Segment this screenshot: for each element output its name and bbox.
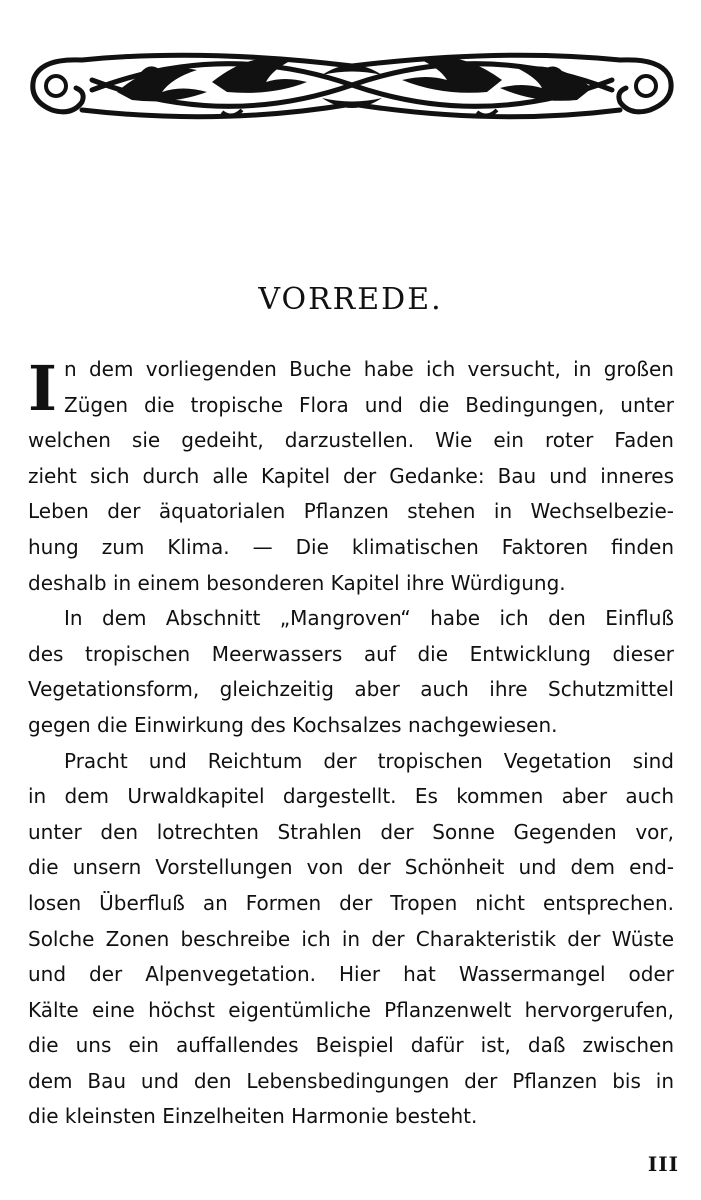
paragraph-line: in dem Urwaldkapitel dargestellt. Es kommen aber auch <box>28 784 674 809</box>
paragraph-line: Zügen die tropische Flora und die Bedingungen, unter <box>64 392 674 417</box>
paragraph-line: Solche Zonen beschreibe ich in der Charakteristik der Wüste <box>28 926 674 951</box>
art-nouveau-vine-ornament-icon <box>22 30 680 140</box>
paragraph-2 <box>28 601 674 743</box>
drop-cap: I <box>28 352 58 425</box>
paragraph-line: In dem Abschnitt „Mangroven“ habe ich den Einfluß <box>64 606 674 631</box>
paragraph-3 <box>28 744 674 1136</box>
paragraph-line: die uns ein auffallendes Beispiel dafür ist, daß zwischen <box>28 1033 674 1058</box>
paragraph-line: gegen die Einwirkung des Kochsalzes nachgewiesen. <box>28 712 558 737</box>
paragraph-line: Kälte eine höchst eigentümliche Pflanzenwelt hervorgerufen, <box>28 997 674 1022</box>
paragraph-line: losen Überfluß an Formen der Tropen nicht entsprechen. <box>28 890 674 915</box>
paragraph-line: welchen sie gedeiht, darzustellen. Wie ein roter Faden <box>28 428 674 453</box>
paragraph-line: deshalb in einem besonderen Kapitel ihre Würdigung. <box>28 570 566 595</box>
paragraph-line: die kleinsten Einzelheiten Harmonie besteht. <box>28 1104 478 1129</box>
page-title: VORREDE. <box>258 282 443 317</box>
paragraph-line: Leben der äquatorialen Pflanzen stehen in Wechselbezie- <box>28 499 674 524</box>
paragraph-line: die unsern Vorstellungen von der Schönheit und dem end- <box>28 855 674 880</box>
paragraph-line: hung zum Klima. — Die klimatischen Faktoren finden <box>28 534 674 559</box>
page-number: III <box>647 1152 679 1176</box>
paragraph-line: Vegetationsform, gleichzeitig aber auch ihre Schutzmittel <box>28 677 674 702</box>
paragraph-line: Pracht und Reichtum der tropischen Vegetation sind <box>64 748 674 773</box>
paragraph-line: zieht sich durch alle Kapitel der Gedanke: Bau und inneres <box>28 463 674 488</box>
paragraph-line: I n dem vorliegenden Buche habe ich versucht, in großen <box>28 352 674 425</box>
paragraph-line: des tropischen Meerwassers auf die Entwicklung dieser <box>28 641 674 666</box>
preface-body <box>28 352 674 1135</box>
paragraph-line: unter den lotrechten Strahlen der Sonne Gegenden vor, <box>28 819 674 844</box>
paragraph-line: und der Alpenvegetation. Hier hat Wassermangel oder <box>28 962 674 987</box>
paragraph-1 <box>28 352 674 601</box>
paragraph-line: dem Bau und den Lebensbedingungen der Pflanzen bis in <box>28 1068 674 1093</box>
